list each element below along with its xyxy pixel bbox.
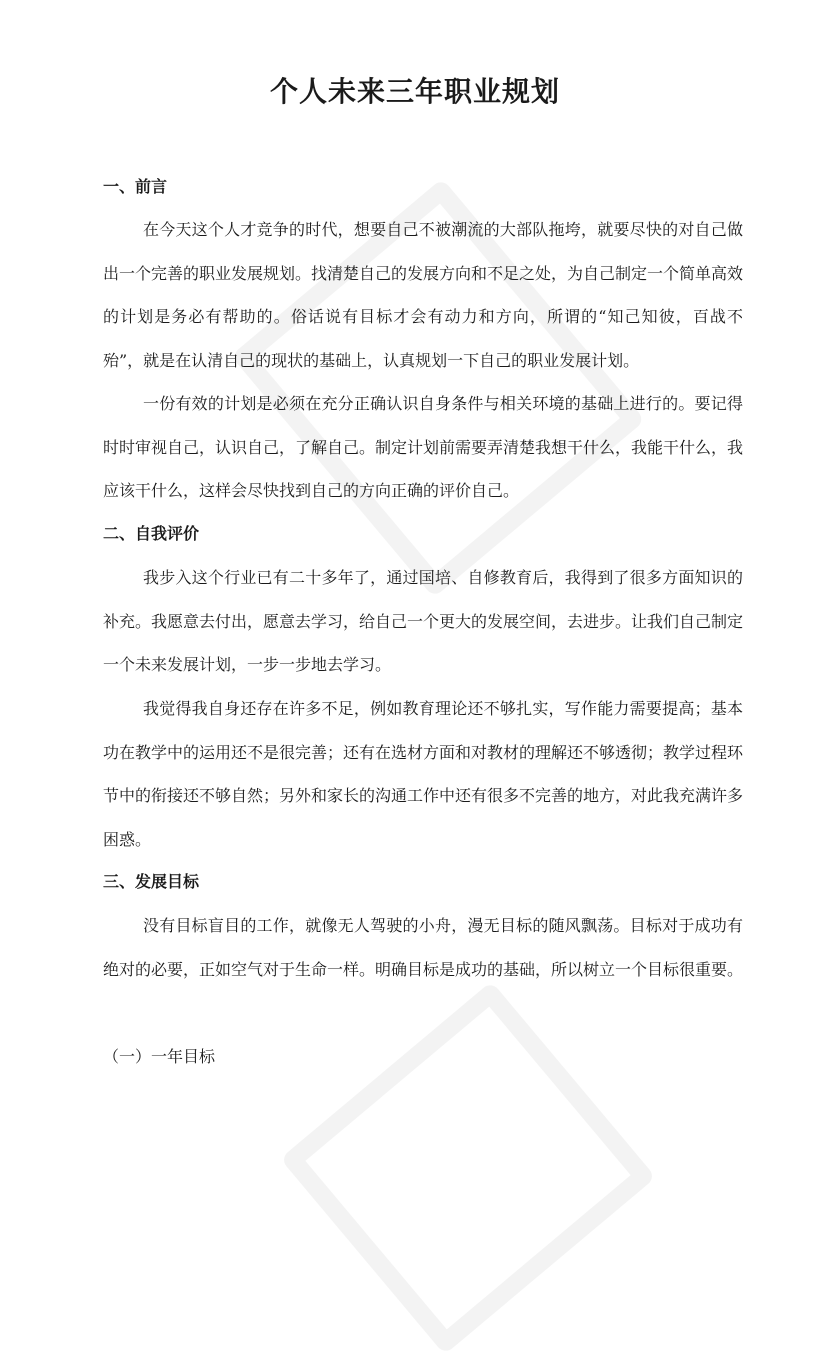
subheading-one-year-goal: （一）一年目标 [103, 1047, 216, 1066]
paragraph: 我觉得我自身还存在许多不足，例如教育理论还不够扎实，写作能力需要提高；基本功在教学中的运用还不是很完善；还有在选材方面和对教材的理解还不够透彻；教学过程环节中的衔接还不够自然；另外和家长的沟通工作中还有很多不完善的地方，对此我充满许多困惑。 [103, 699, 744, 849]
section-heading-preface: 一、前言 [103, 177, 168, 196]
paragraph: 我步入这个行业已有二十多年了，通过国培、自修教育后，我得到了很多方面知识的补充。我愿意去付出，愿意去学习，给自己一个更大的发展空间，去进步。让我们自己制定一个未来发展计划，一步一步地去学习。 [103, 568, 744, 674]
paragraph: 没有目标盲目的工作，就像无人驾驶的小舟，漫无目标的随风飘荡。目标对于成功有绝对的必要，正如空气对于生命一样。明确目标是成功的基础，所以树立一个目标很重要。 [103, 916, 744, 979]
paragraph: 在今天这个人才竞争的时代，想要自己不被潮流的大部队拖垮，就要尽快的对自己做出一个完善的职业发展规划。找清楚自己的发展方向和不足之处，为自己制定一个简单高效的计划是务必有帮助的。俗话说有目标才会有动力和方向，所谓的“知己知彼，百战不殆”，就是在认清自己的现状的基础上，认真规划一下自己的职业发展计划。 [103, 220, 744, 370]
document-title: 个人未来三年职业规划 [269, 75, 560, 108]
section-heading-goals: 三、发展目标 [103, 872, 200, 891]
paragraph: 一份有效的计划是必须在充分正确认识自身条件与相关环境的基础上进行的。要记得时时审视自己，认识自己，了解自己。制定计划前需要弄清楚我想干什么，我能干什么，我应该干什么，这样会尽快找到自己的方向正确的评价自己。 [103, 394, 744, 500]
section-heading-self-evaluation: 二、自我评价 [103, 524, 200, 543]
